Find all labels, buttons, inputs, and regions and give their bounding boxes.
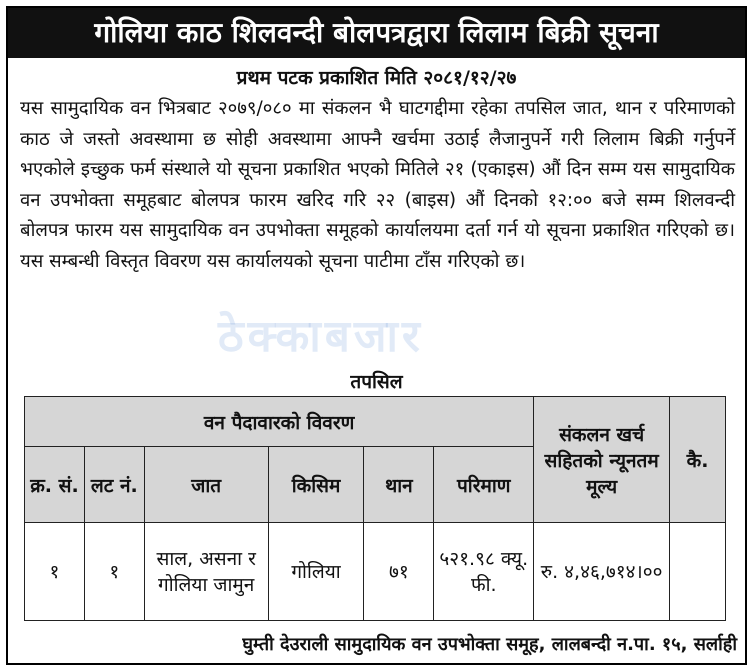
notice-frame xyxy=(6,6,747,665)
row-lot: १ xyxy=(84,523,144,621)
remarks-header: कै. xyxy=(670,397,726,523)
forest-product-details-header: वन पैदावारको विवरण xyxy=(25,397,534,447)
issuer-footer: घुम्ती देउराली सामुदायिक वन उपभोक्ता समूह, लालबन्दी न.पा. १५, सर्लाही xyxy=(242,634,737,655)
notice-title: गोलिया काठ शिलवन्दी बोलपत्रद्वारा लिलाम बिक्री सूचना xyxy=(8,8,745,58)
type-header: किसिम xyxy=(268,447,364,523)
count-header: थान xyxy=(364,447,434,523)
lot-header: लट नं. xyxy=(84,447,144,523)
watermark: ठेक्काबजार xyxy=(218,311,424,362)
species-header: जात xyxy=(144,447,268,523)
sn-header: क्र. सं. xyxy=(25,447,85,523)
published-date: प्रथम पटक प्रकाशित मिति २०८१/१२/२७ xyxy=(236,67,517,89)
notice-body: यस सामुदायिक वन भित्रबाट २०७९/०८० मा संकलन भै घाटगद्दीमा रहेका तपसिल जात, थान र परिमाणको काठ जे जस्तो अवस्थामा छ सोही अवस्थामा आफ्नै खर्चमा उठाई लैजानुपर्ने गरी लिलाम बिक्री गर्नुपर्ने भएकोले इच्छुक फर्म संस्थाले यो सूचना प्रकाशित भएको मितिले २१ (एकाइस) औं दिन सम्म यस सामुदायिक वन उपभोक्ता समूहबाट बोलपत्र फारम खरिद गरि २२ (बाइस) औं दिनको १२:०० बजे सम्म शिलवन्दी बोलपत्र फारम यस सामुदायिक वन उपभोक्ता समूहको कार्यालयमा दर्ता गर्न यो सूचना प्रकाशित गरिएको छ। यस सम्बन्धी विस्तृत विवरण यस कार्यालयको सूचना पाटीमा टाँस गरिएको छ। xyxy=(20,98,735,272)
row-remarks xyxy=(670,523,726,621)
row-min-price: रु. ४,४६,७१४।०० xyxy=(534,523,670,621)
row-count: ७१ xyxy=(364,523,434,621)
row-type: गोलिया xyxy=(268,523,364,621)
table-row xyxy=(25,523,726,621)
details-table xyxy=(24,396,726,621)
section-title: तपसिल xyxy=(350,371,403,393)
quantity-header: परिमाण xyxy=(434,447,534,523)
row-quantity: ५२१.९८ क्यू. फी. xyxy=(434,523,534,621)
min-price-header: संकलन खर्च सहितको न्यूनतम मूल्य xyxy=(534,397,670,523)
row-species: साल, असना र गोलिया जामुन xyxy=(144,523,268,621)
row-sn: १ xyxy=(25,523,85,621)
